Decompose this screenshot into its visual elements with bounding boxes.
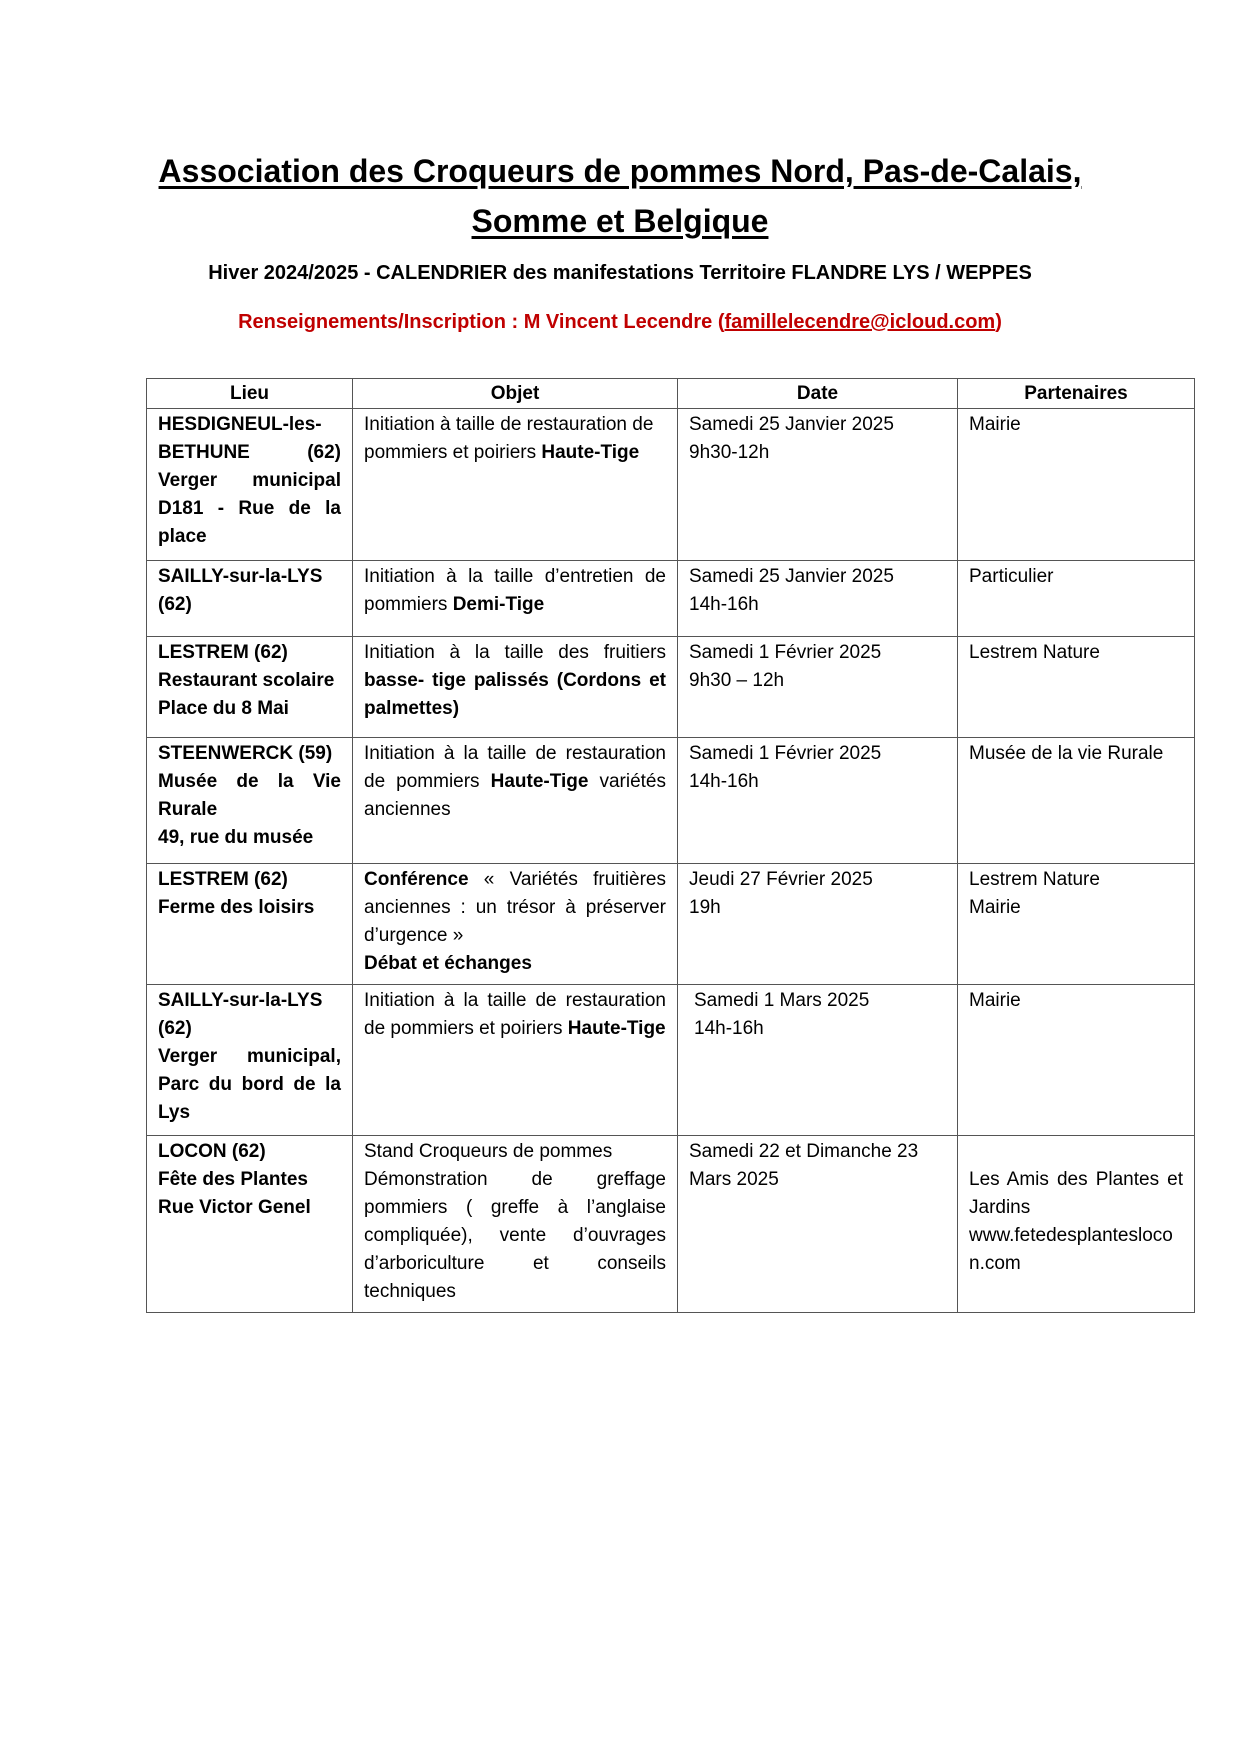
header-date: Date	[678, 379, 958, 409]
objet-text: « Variétés fruitières anciennes : un trésor à préserver d’urgence »	[364, 869, 666, 946]
table-row	[147, 1136, 1195, 1313]
cell-partenaires	[958, 409, 1195, 561]
cell-objet	[353, 561, 678, 637]
date-day: Samedi 22 et Dimanche 23 Mars 2025	[689, 1141, 919, 1190]
cell-lieu: SAILLY-sur-la-LYS (62)	[147, 561, 353, 637]
cell-date	[678, 864, 958, 985]
cell-objet	[353, 985, 678, 1136]
objet-text: variétés anciennes	[364, 771, 666, 820]
date-day: Samedi 25 Janvier 2025	[689, 414, 894, 435]
cell-lieu	[147, 738, 353, 864]
cell-lieu	[147, 985, 353, 1136]
objet-text: Stand Croqueurs de pommes	[364, 1141, 613, 1162]
table-row	[147, 637, 1195, 738]
objet-text: Initiation à la taille de restauration de pommiers	[364, 743, 666, 792]
cell-objet	[353, 864, 678, 985]
lieu-line: 49, rue du musée	[158, 827, 314, 848]
lieu-line: Verger municipal, Parc du bord de la Lys	[158, 1046, 341, 1123]
partner: Mairie	[969, 897, 1021, 918]
table-row	[147, 864, 1195, 985]
partner: Les Amis des Plantes et Jardins	[969, 1169, 1183, 1218]
lieu-line: Ferme des loisirs	[158, 897, 315, 918]
objet-bold: Demi-Tige	[452, 594, 545, 615]
objet-bold: Haute-Tige	[490, 771, 589, 792]
lieu-line: Place du 8 Mai	[158, 698, 289, 719]
cell-date	[678, 1136, 958, 1313]
cell-objet	[353, 738, 678, 864]
cell-partenaires	[958, 985, 1195, 1136]
date-time: 19h	[689, 897, 721, 918]
calendar-subtitle: Hiver 2024/2025 - CALENDRIER des manifestations Territoire FLANDRE LYS / WEPPES	[208, 262, 1032, 284]
title-line-2: Somme et Belgique	[471, 203, 769, 239]
date-time: 14h-16h	[689, 594, 759, 615]
lieu-line: STEENWERCK (59)	[158, 743, 333, 764]
cell-partenaires	[958, 637, 1195, 738]
cell-partenaires	[958, 738, 1195, 864]
cell-date	[678, 985, 958, 1136]
lieu-line: Fête des Plantes	[158, 1169, 308, 1190]
partner: Lestrem Nature	[969, 869, 1100, 890]
lieu-line: SAILLY-sur-la-LYS (62)	[158, 990, 323, 1039]
objet-text: Initiation à la taille de restauration de pommiers et poiriers	[364, 990, 666, 1039]
cell-partenaires	[958, 864, 1195, 985]
objet-bold: Haute-Tige	[541, 442, 640, 463]
partner: Mairie	[969, 414, 1021, 435]
cell-date	[678, 561, 958, 637]
objet-bold: Débat et échanges	[364, 953, 532, 974]
objet-bold: Conférence	[364, 869, 469, 890]
date-day: Samedi 1 Mars 2025	[694, 990, 870, 1011]
header-objet: Objet	[353, 379, 678, 409]
cell-objet	[353, 1136, 678, 1313]
contact-prefix: Renseignements/Inscription : M Vincent Lecendre (	[238, 311, 725, 333]
objet-text: Démonstration de greffage pommiers ( greffe à l’anglaise compliquée), vente d’ouvrages d’arboriculture et conseils techniques	[364, 1169, 666, 1302]
date-day: Samedi 25 Janvier 2025	[689, 566, 894, 587]
partner-website-link[interactable]: www.fetedesplanteslocon.com	[969, 1225, 1173, 1274]
date-day: Samedi 1 Février 2025	[689, 743, 882, 764]
title-line-1: Association des Croqueurs de pommes Nord, Pas-de-Calais,	[158, 153, 1082, 189]
date-day: Samedi 1 Février 2025	[689, 642, 882, 663]
table-row	[147, 409, 1195, 561]
table-header-row	[147, 379, 1195, 409]
lieu-line: LOCON (62)	[158, 1141, 266, 1162]
lieu-line: Musée de la Vie Rurale	[158, 771, 341, 820]
table-row	[147, 738, 1195, 864]
lieu-line: Restaurant scolaire	[158, 670, 335, 691]
objet-text: Initiation à taille de restauration de pommiers et poiriers	[364, 414, 654, 463]
objet-text: Initiation à la taille des fruitiers	[364, 642, 666, 663]
date-time: 14h-16h	[694, 1018, 764, 1039]
partner: Mairie	[969, 990, 1021, 1011]
lieu-line: LESTREM (62)	[158, 642, 288, 663]
partner: Particulier	[969, 566, 1054, 587]
events-table	[146, 378, 1195, 1313]
contact-line	[140, 311, 1100, 334]
partner: Lestrem Nature	[969, 642, 1100, 663]
cell-objet	[353, 637, 678, 738]
contact-email-link[interactable]: famillelecendre@icloud.com	[724, 311, 996, 333]
cell-partenaires	[958, 1136, 1195, 1313]
lieu-line: LESTREM (62)	[158, 869, 288, 890]
cell-date	[678, 409, 958, 561]
table-row	[147, 561, 1195, 637]
header-partenaires: Partenaires	[958, 379, 1195, 409]
header-lieu: Lieu	[147, 379, 353, 409]
cell-lieu	[147, 1136, 353, 1313]
cell-lieu	[147, 864, 353, 985]
date-time: 14h-16h	[689, 771, 759, 792]
contact-suffix: )	[995, 311, 1002, 333]
cell-lieu	[147, 637, 353, 738]
objet-bold: Haute-Tige	[567, 1018, 666, 1039]
cell-date	[678, 637, 958, 738]
table-row	[147, 985, 1195, 1136]
page-title	[140, 146, 1100, 246]
objet-bold: basse- tige palissés (Cordons et palmettes)	[364, 670, 666, 719]
objet-text: Initiation à la taille d’entretien de pommiers	[364, 566, 666, 615]
date-time: 9h30 – 12h	[689, 670, 785, 691]
cell-lieu: HESDIGNEUL-les-BETHUNE (62) Verger municipal D181 - Rue de la place	[147, 409, 353, 561]
cell-partenaires	[958, 561, 1195, 637]
partner: Musée de la vie Rurale	[969, 743, 1164, 764]
date-time: 9h30-12h	[689, 442, 770, 463]
lieu-line: Rue Victor Genel	[158, 1197, 311, 1218]
cell-objet	[353, 409, 678, 561]
cell-date	[678, 738, 958, 864]
date-day: Jeudi 27 Février 2025	[689, 869, 873, 890]
